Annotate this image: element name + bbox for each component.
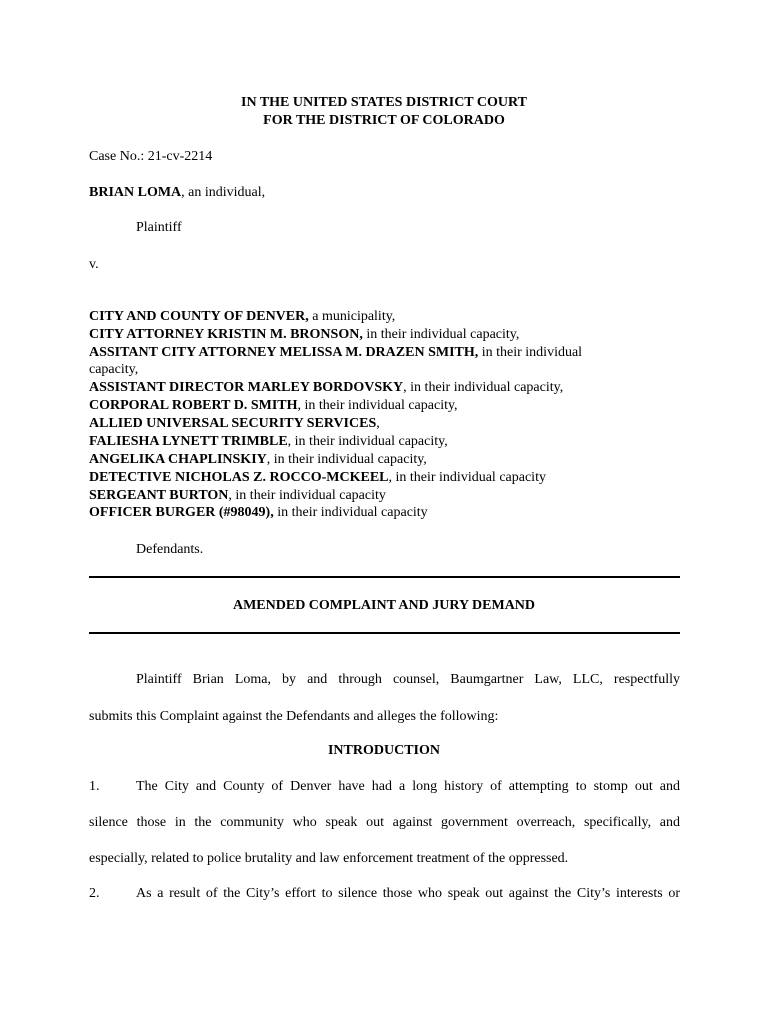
court-name-line2: FOR THE DISTRICT OF COLORADO: [263, 113, 505, 128]
paragraph-1-line1: The City and County of Denver have had a long history of attempting to stomp out and: [136, 779, 680, 794]
paragraph-number: 1.: [89, 779, 100, 794]
defendant-line: FALIESHA LYNETT TRIMBLE, in their individual capacity,: [89, 434, 448, 449]
defendant-line: DETECTIVE NICHOLAS Z. ROCCO-MCKEEL, in their individual capacity: [89, 470, 546, 485]
title-rule-bottom: [89, 632, 680, 634]
versus: v.: [89, 257, 99, 272]
defendant-line: SERGEANT BURTON, in their individual capacity: [89, 488, 386, 503]
intro-paragraph-line1: Plaintiff Brian Loma, by and through counsel, Baumgartner Law, LLC, respectfully: [136, 672, 680, 687]
paragraph-1-line3: especially, related to police brutality and law enforcement treatment of the oppressed.: [89, 851, 569, 866]
defendant-line: CITY ATTORNEY KRISTIN M. BRONSON, in their individual capacity,: [89, 327, 520, 342]
paragraph-2-line1: As a result of the City’s effort to silence those who speak out against the City’s interests or: [136, 886, 680, 901]
defendant-line: ASSITANT CITY ATTORNEY MELISSA M. DRAZEN SMITH, in their individual: [89, 345, 583, 360]
intro-paragraph-line2: submits this Complaint against the Defendants and alleges the following:: [89, 709, 499, 724]
defendant-line: ASSISTANT DIRECTOR MARLEY BORDOVSKY, in their individual capacity,: [89, 380, 564, 395]
document-title: AMENDED COMPLAINT AND JURY DEMAND: [232, 598, 536, 613]
defendant-line: CITY AND COUNTY OF DENVER, a municipality,: [89, 309, 396, 324]
plaintiff-label: Plaintiff: [136, 220, 182, 235]
title-rule-top: [89, 576, 680, 578]
paragraph-1-line2: silence those in the community who speak out against government overreach, specifically, and: [89, 815, 680, 830]
defendant-line: ALLIED UNIVERSAL SECURITY SERVICES,: [89, 416, 380, 431]
defendant-line: CORPORAL ROBERT D. SMITH, in their individual capacity,: [89, 398, 458, 413]
defendant-line: capacity,: [89, 362, 139, 377]
defendant-line: OFFICER BURGER (#98049), in their individual capacity: [89, 505, 428, 520]
plaintiff-name: BRIAN LOMA: [89, 185, 182, 200]
section-heading: INTRODUCTION: [327, 743, 440, 758]
plaintiff-line: [89, 184, 265, 202]
plaintiff-description: , an individual,: [181, 185, 266, 200]
court-name-line1: IN THE UNITED STATES DISTRICT COURT: [241, 95, 527, 110]
defendants-label: Defendants.: [136, 542, 204, 557]
case-number: Case No.: 21-cv-2214: [89, 149, 213, 164]
defendant-line: ANGELIKA CHAPLINSKIY, in their individual capacity,: [89, 452, 427, 467]
paragraph-number: 2.: [89, 886, 100, 901]
